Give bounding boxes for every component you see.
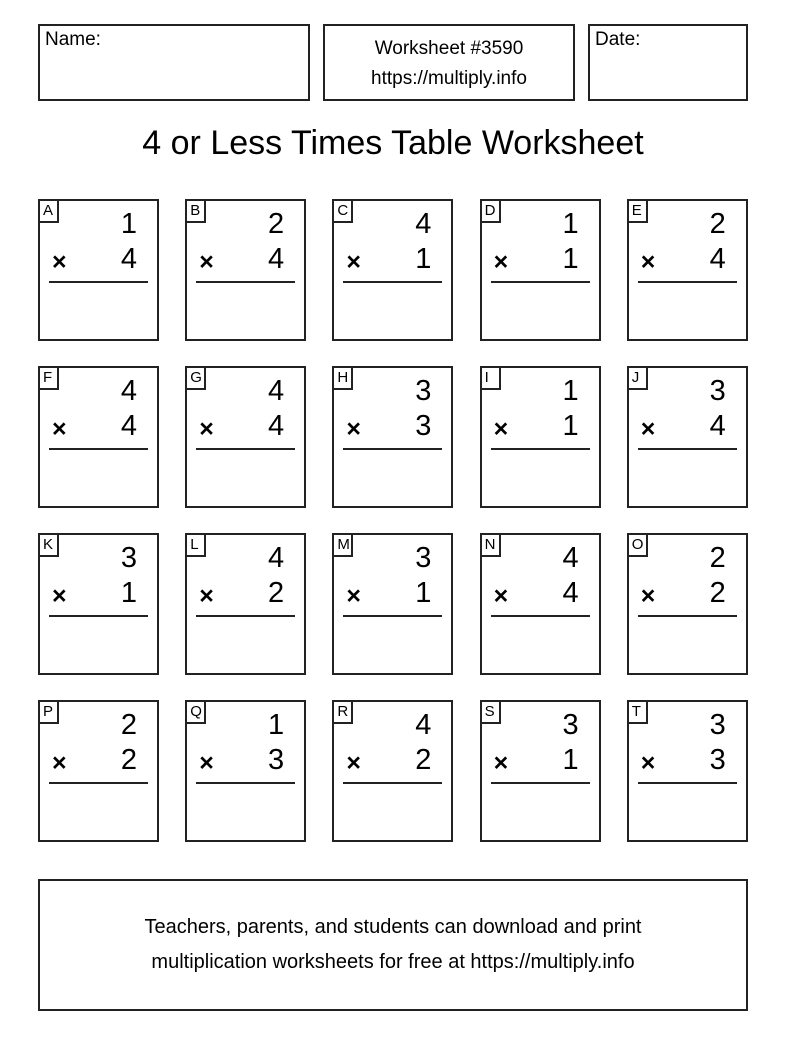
answer-line xyxy=(196,448,295,450)
multiplier: 1 xyxy=(562,243,579,275)
multiplicand: 4 xyxy=(415,709,432,741)
problem-card[interactable] xyxy=(627,199,748,341)
problem-card[interactable] xyxy=(332,366,453,508)
problem-card[interactable] xyxy=(332,199,453,341)
problem-label: Q xyxy=(185,700,206,724)
multiply-sign-icon: × xyxy=(52,415,67,443)
problem-label: O xyxy=(627,533,648,557)
problem-card[interactable] xyxy=(480,366,601,508)
multiplicand: 1 xyxy=(120,208,137,240)
answer-line xyxy=(196,281,295,283)
problem-card[interactable] xyxy=(38,533,159,675)
problem-card[interactable] xyxy=(627,533,748,675)
problem-card[interactable] xyxy=(480,533,601,675)
multiply-sign-icon: × xyxy=(346,582,361,610)
problem-card[interactable] xyxy=(627,700,748,842)
problem-label: B xyxy=(185,199,206,223)
page-title: 4 or Less Times Table Worksheet xyxy=(142,124,644,162)
problem-card[interactable] xyxy=(332,700,453,842)
multiplicand: 1 xyxy=(562,208,579,240)
multiply-sign-icon: × xyxy=(493,415,509,443)
multiplier: 3 xyxy=(415,410,432,442)
multiplier: 2 xyxy=(268,577,285,609)
multiplicand: 4 xyxy=(120,375,137,407)
problem-card[interactable] xyxy=(627,366,748,508)
answer-line xyxy=(491,281,590,283)
multiply-sign-icon: × xyxy=(199,248,214,276)
multiplier: 4 xyxy=(709,243,726,275)
name-label: Name: xyxy=(45,29,101,50)
problem-card[interactable] xyxy=(185,700,306,842)
answer-line xyxy=(196,615,295,617)
multiplicand: 4 xyxy=(415,208,432,240)
multiply-sign-icon: × xyxy=(640,582,656,610)
multiply-sign-icon: × xyxy=(493,582,509,610)
problem-label: S xyxy=(480,700,501,724)
answer-line xyxy=(638,448,737,450)
answer-line xyxy=(49,448,148,450)
footer-box xyxy=(38,879,748,1011)
multiply-sign-icon: × xyxy=(52,248,67,276)
problem-card[interactable] xyxy=(185,366,306,508)
multiply-sign-icon: × xyxy=(199,749,214,777)
worksheet-url: https://multiply.info xyxy=(371,68,527,89)
problem-card[interactable] xyxy=(185,533,306,675)
problem-label: H xyxy=(332,366,353,390)
multiplicand: 2 xyxy=(120,709,137,741)
multiplicand: 4 xyxy=(268,542,285,574)
multiply-sign-icon: × xyxy=(199,415,214,443)
multiply-sign-icon: × xyxy=(346,749,361,777)
problem-label: F xyxy=(38,366,59,390)
problem-label: T xyxy=(627,700,648,724)
worksheet-info-box xyxy=(323,24,575,101)
multiplier: 4 xyxy=(120,410,137,442)
date-field[interactable] xyxy=(588,24,748,101)
problem-label: C xyxy=(332,199,353,223)
problem-card[interactable] xyxy=(480,700,601,842)
answer-line xyxy=(343,281,442,283)
multiplicand: 1 xyxy=(268,709,285,741)
multiply-sign-icon: × xyxy=(640,749,656,777)
problem-card[interactable] xyxy=(38,199,159,341)
worksheet-number: Worksheet #3590 xyxy=(374,38,524,59)
multiplier: 4 xyxy=(268,410,285,442)
multiply-sign-icon: × xyxy=(640,248,656,276)
multiplicand: 2 xyxy=(709,542,726,574)
problem-label: N xyxy=(480,533,501,557)
multiplier: 4 xyxy=(562,577,579,609)
problem-label: P xyxy=(38,700,59,724)
multiply-sign-icon: × xyxy=(346,248,361,276)
footer-line-2: multiplication worksheets for free at https://multiply.info xyxy=(151,951,635,973)
multiply-sign-icon: × xyxy=(52,749,67,777)
problem-label: J xyxy=(627,366,648,390)
problem-label: R xyxy=(332,700,353,724)
multiplicand: 3 xyxy=(709,709,726,741)
multiplier: 1 xyxy=(415,243,432,275)
multiplier: 4 xyxy=(268,243,285,275)
answer-line xyxy=(49,281,148,283)
answer-line xyxy=(491,782,590,784)
problem-label: K xyxy=(38,533,59,557)
problem-card[interactable] xyxy=(480,199,601,341)
answer-line xyxy=(49,615,148,617)
multiplicand: 4 xyxy=(562,542,579,574)
answer-line xyxy=(49,782,148,784)
problem-label: G xyxy=(185,366,206,390)
problem-label: D xyxy=(480,199,501,223)
problem-card[interactable] xyxy=(332,533,453,675)
problem-label: E xyxy=(627,199,648,223)
problem-card[interactable] xyxy=(38,366,159,508)
multiplicand: 2 xyxy=(709,208,726,240)
multiplier: 1 xyxy=(562,410,579,442)
answer-line xyxy=(491,615,590,617)
multiplier: 2 xyxy=(120,744,137,776)
multiplier: 3 xyxy=(268,744,285,776)
problem-label: L xyxy=(185,533,206,557)
multiplier: 2 xyxy=(415,744,432,776)
multiplicand: 4 xyxy=(268,375,285,407)
footer-line-1: Teachers, parents, and students can download and print xyxy=(144,916,642,938)
multiplier: 4 xyxy=(709,410,726,442)
multiplier: 2 xyxy=(709,577,726,609)
multiply-sign-icon: × xyxy=(52,582,67,610)
multiplicand: 3 xyxy=(120,542,137,574)
answer-line xyxy=(343,782,442,784)
multiplicand: 3 xyxy=(415,375,432,407)
multiply-sign-icon: × xyxy=(640,415,656,443)
answer-line xyxy=(196,782,295,784)
multiplier: 3 xyxy=(709,744,726,776)
answer-line xyxy=(638,615,737,617)
problem-label: A xyxy=(38,199,59,223)
answer-line xyxy=(343,448,442,450)
problem-card[interactable] xyxy=(38,700,159,842)
multiplier: 1 xyxy=(120,577,137,609)
problem-label: I xyxy=(480,366,501,390)
multiply-sign-icon: × xyxy=(346,415,361,443)
multiply-sign-icon: × xyxy=(199,582,214,610)
answer-line xyxy=(638,281,737,283)
multiplier: 1 xyxy=(415,577,432,609)
multiply-sign-icon: × xyxy=(493,749,509,777)
problem-label: M xyxy=(332,533,353,557)
problem-card[interactable] xyxy=(185,199,306,341)
multiplicand: 1 xyxy=(562,375,579,407)
name-field[interactable] xyxy=(38,24,310,101)
multiplier: 4 xyxy=(120,243,137,275)
date-label: Date: xyxy=(595,29,641,50)
multiply-sign-icon: × xyxy=(493,248,509,276)
multiplicand: 3 xyxy=(562,709,579,741)
answer-line xyxy=(638,782,737,784)
multiplicand: 3 xyxy=(709,375,726,407)
multiplicand: 2 xyxy=(268,208,285,240)
multiplier: 1 xyxy=(562,744,579,776)
answer-line xyxy=(491,448,590,450)
answer-line xyxy=(343,615,442,617)
multiplicand: 3 xyxy=(415,542,432,574)
